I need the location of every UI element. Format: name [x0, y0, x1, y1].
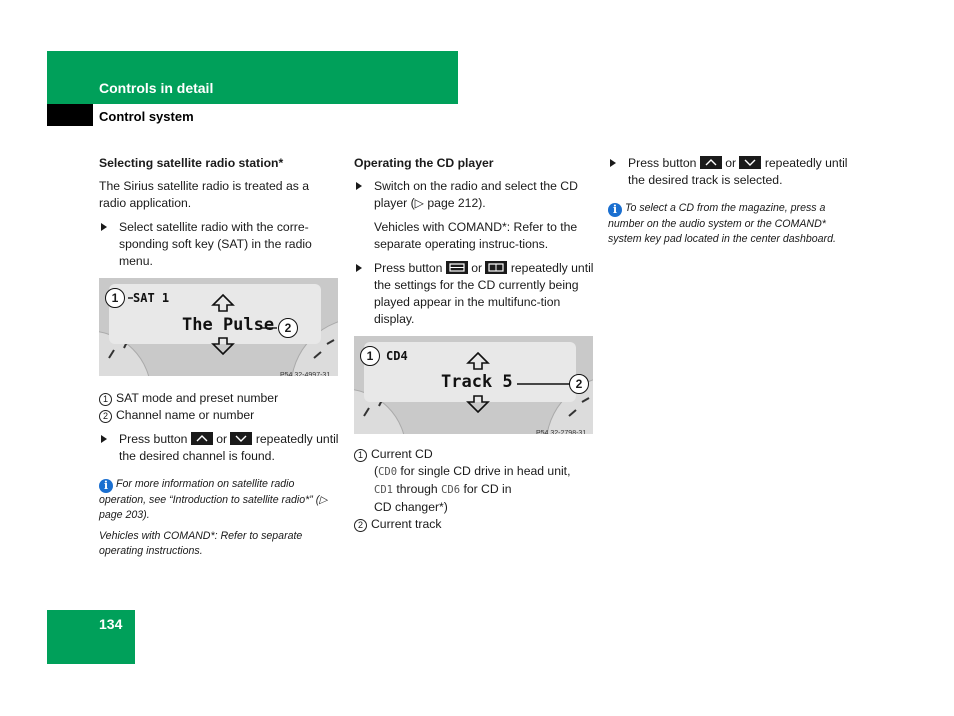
- down-button-icon: [230, 432, 252, 445]
- cd-figure-wrap: [354, 336, 594, 440]
- cd-menu-button-icon-1: [446, 261, 468, 274]
- comand-note: Vehicles with COMAND*: Refer to separate operating instructions.: [99, 530, 303, 557]
- callout-1: 1: [360, 346, 380, 366]
- cd-step-1: Switch on the radio and select the CD player (▷ page 212).: [354, 178, 594, 212]
- callout-1: 1: [105, 288, 125, 308]
- column-1: [99, 155, 339, 559]
- column-3: [608, 155, 853, 253]
- satellite-display-figure: [99, 278, 338, 376]
- legend-num-2: 2: [99, 410, 112, 423]
- info-icon: i: [608, 203, 622, 217]
- figure-code: P54.32-2798-31: [536, 430, 587, 434]
- channel-name-text: The Pulse: [182, 315, 275, 335]
- satellite-figure-wrap: [99, 278, 339, 384]
- cd-legend-detail: (CD0 for single CD drive in head unit, CD1 through CD6 for CD in CD changer*): [374, 464, 571, 514]
- column-2: [354, 155, 594, 533]
- cd-mode-text: CD4: [386, 349, 408, 363]
- sat-mode-text: SAT 1: [133, 291, 170, 305]
- legend-num-1: 1: [354, 449, 367, 462]
- bullet-arrow-icon: [610, 159, 616, 167]
- section-title: Controls in detail: [99, 80, 214, 96]
- callout-2: 2: [278, 318, 298, 338]
- subsection-marker: [47, 104, 93, 126]
- track-name-text: Track 5: [441, 372, 513, 392]
- cd-legend-item-2: 2 Current track: [354, 516, 594, 533]
- up-button-icon: [700, 156, 722, 169]
- heading-cd-player: Operating the CD player: [354, 156, 494, 170]
- cd-comand-note: Vehicles with COMAND*: Refer to the separate operating instruc-tions.: [374, 220, 578, 251]
- bullet-arrow-icon: [356, 264, 362, 272]
- legend-item-1: 1 SAT mode and preset number: [99, 390, 339, 407]
- info-icon: i: [99, 479, 113, 493]
- bullet-arrow-icon: [356, 182, 362, 190]
- satellite-step-1: Select satellite radio with the corre-sponding soft key (SAT) in the radio menu.: [99, 219, 339, 270]
- callout-2: 2: [569, 374, 589, 394]
- cd-display-figure: [354, 336, 593, 434]
- cd-step-2: Press button or repeatedly until the settings for the CD currently being played appear in the multifunc-tion display.: [354, 260, 594, 328]
- satellite-intro: The Sirius satellite radio is treated as a radio application.: [99, 179, 309, 210]
- down-button-icon: [739, 156, 761, 169]
- satellite-step-2: Press button or repeatedly until the desired channel is found.: [99, 431, 339, 465]
- cd-legend-item-1: 1 Current CD: [354, 446, 594, 463]
- up-button-icon: [191, 432, 213, 445]
- legend-num-2: 2: [354, 519, 367, 532]
- page-number: 134: [99, 616, 123, 632]
- legend-item-2: 2 Channel name or number: [99, 407, 339, 424]
- magazine-info-note: i To select a CD from the magazine, press a number on the audio system or the COMAND* system key pad located in the center dashboard.: [608, 202, 836, 245]
- figure-code: P54.32-4997-31: [280, 372, 331, 376]
- satellite-info-note: i For more information on satellite radio operation, see “Introduction to satellite radio*” (▷ page 203).: [99, 478, 328, 521]
- bullet-arrow-icon: [101, 223, 107, 231]
- header-band: [47, 51, 458, 104]
- cd-menu-button-icon-2: [485, 261, 507, 274]
- track-step: Press button or repeatedly until the desired track is selected.: [608, 155, 853, 189]
- bullet-arrow-icon: [101, 435, 107, 443]
- heading-satellite: Selecting satellite radio station*: [99, 156, 284, 170]
- subsection-title: Control system: [99, 109, 194, 124]
- legend-num-1: 1: [99, 393, 112, 406]
